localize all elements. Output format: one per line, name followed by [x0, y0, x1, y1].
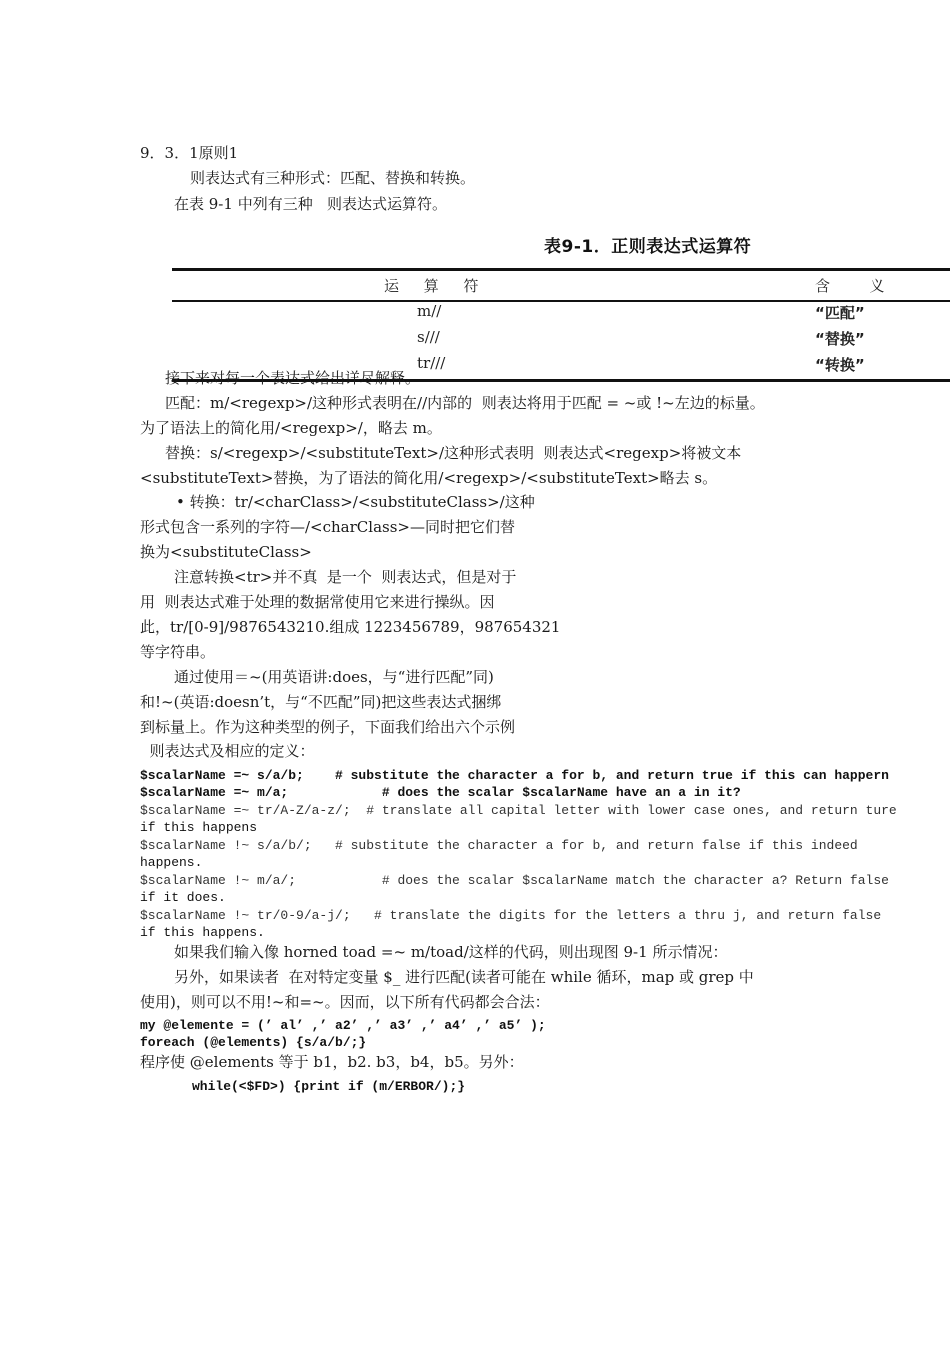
- para-substitute-1: 替换：s/<regexp>/<substituteText>/这种形式表明 则表达式<regexp>将被文本: [165, 444, 742, 462]
- para-match-2: 为了语法上的简化用/<regexp>/，略去 m。: [140, 419, 442, 437]
- code-line: if it does.: [140, 890, 226, 905]
- code-line: $scalarName !~ tr/0-9/a-j/; # translate the digits for the letters a thru j, and return false: [140, 908, 882, 923]
- code-line: $scalarName !~ m/a/; # does the scalar $scalarName match the character a? Return false: [140, 873, 889, 888]
- para-translate-2: 形式包含一系列的字符—/<charClass>—同时把它们替: [140, 518, 515, 536]
- para-binding-3: 到标量上。作为这种类型的例子，下面我们给出六个示例: [140, 718, 516, 736]
- table-header-meaning: 含 义: [815, 277, 895, 295]
- table-header-operator: 运 算 符: [384, 277, 489, 295]
- para-translate-3: 换为<substituteClass>: [140, 543, 312, 561]
- para-note-2: 用 则表达式难于处理的数据常使用它来进行操纵。因: [140, 593, 495, 611]
- code-elements-decl: my @elemente = (’ al’ ,’ a2’ ,’ a3’ ,’ a4’ ,’ a5’ );: [140, 1018, 546, 1033]
- intro-line-1: 则表达式有三种形式：匹配、替换和转换。: [190, 169, 476, 187]
- table-meaning-translate: “转换”: [815, 356, 865, 374]
- intro-line-2: 在表 9-1 中列有三种 则表达式运算符。: [174, 195, 447, 213]
- code-while: while(<$FD>) {print if (m/ERBOR/);}: [192, 1079, 466, 1094]
- para-binding-2: 和!~(英语:doesn’t，与“不匹配”同)把这些表达式捆绑: [140, 693, 502, 711]
- para-default-var-2: 使用)，则可以不用!~和=~。因而，以下所有代码都会合法：: [140, 993, 550, 1011]
- para-binding-1: 通过使用＝~(用英语讲:does，与“进行匹配”同): [174, 668, 494, 686]
- table-meaning-match: “匹配”: [815, 304, 865, 322]
- para-explain-intro: 接下来对每一个表达式给出详尽解释。: [165, 369, 421, 387]
- code-line: $scalarName =~ m/a; # does the scalar $scalarName have an a in it?: [140, 785, 741, 800]
- table-top-rule: [172, 268, 950, 271]
- code-line: $scalarName =~ tr/A-Z/a-z/; # translate all capital letter with lower case ones, and return ture: [140, 803, 897, 818]
- code-line: if this happens.: [140, 925, 265, 940]
- para-binding-4: 则表达式及相应的定义：: [140, 742, 315, 760]
- code-line: $scalarName !~ s/a/b/; # substitute the character a for b, and return false if this indeed: [140, 838, 858, 853]
- code-line: if this happens: [140, 820, 258, 835]
- para-horned-toad: 如果我们输入像 horned toad =~ m/toad/这样的代码，则出现图 9-1 所示情况：: [174, 943, 728, 961]
- para-note-4: 等字符串。: [140, 643, 216, 661]
- table-title: 表9-1．正则表达式运算符: [544, 237, 752, 257]
- para-note-1: 注意转换<tr>并不真 是一个 则表达式，但是对于: [174, 568, 517, 586]
- code-line: happens.: [140, 855, 203, 870]
- code-line: $scalarName =~ s/a/b; # substitute the character a for b, and return true if this can happern: [140, 768, 889, 783]
- table-op-match: m//: [417, 302, 442, 320]
- para-match-1: 匹配：m/<regexp>/这种形式表明在//内部的 则表达将用于匹配 = ~或 !~左边的标量。: [165, 394, 765, 412]
- code-foreach: foreach (@elements) {s/a/b/;}: [140, 1035, 367, 1050]
- para-default-var-1: 另外，如果读者 在对特定变量 $_ 进行匹配(读者可能在 while 循环，map 或 grep 中: [174, 968, 754, 986]
- para-note-3: 此，tr/[0-9]/9876543210.组成 1223456789，987654321: [140, 618, 561, 636]
- table-meaning-substitute: “替换”: [815, 330, 865, 348]
- table-op-translate: tr///: [417, 354, 446, 372]
- para-translate-1: • 转换：tr/<charClass>/<substituteClass>/这种: [176, 493, 535, 511]
- section-heading: 9．3．1原则1: [140, 144, 239, 162]
- table-op-substitute: s///: [417, 328, 440, 346]
- para-result: 程序使 @elements 等于 b1，b2. b3，b4，b5。另外：: [140, 1053, 524, 1071]
- para-substitute-2: <substituteText>替换，为了语法的简化用/<regexp>/<substituteText>略去 s。: [140, 469, 718, 487]
